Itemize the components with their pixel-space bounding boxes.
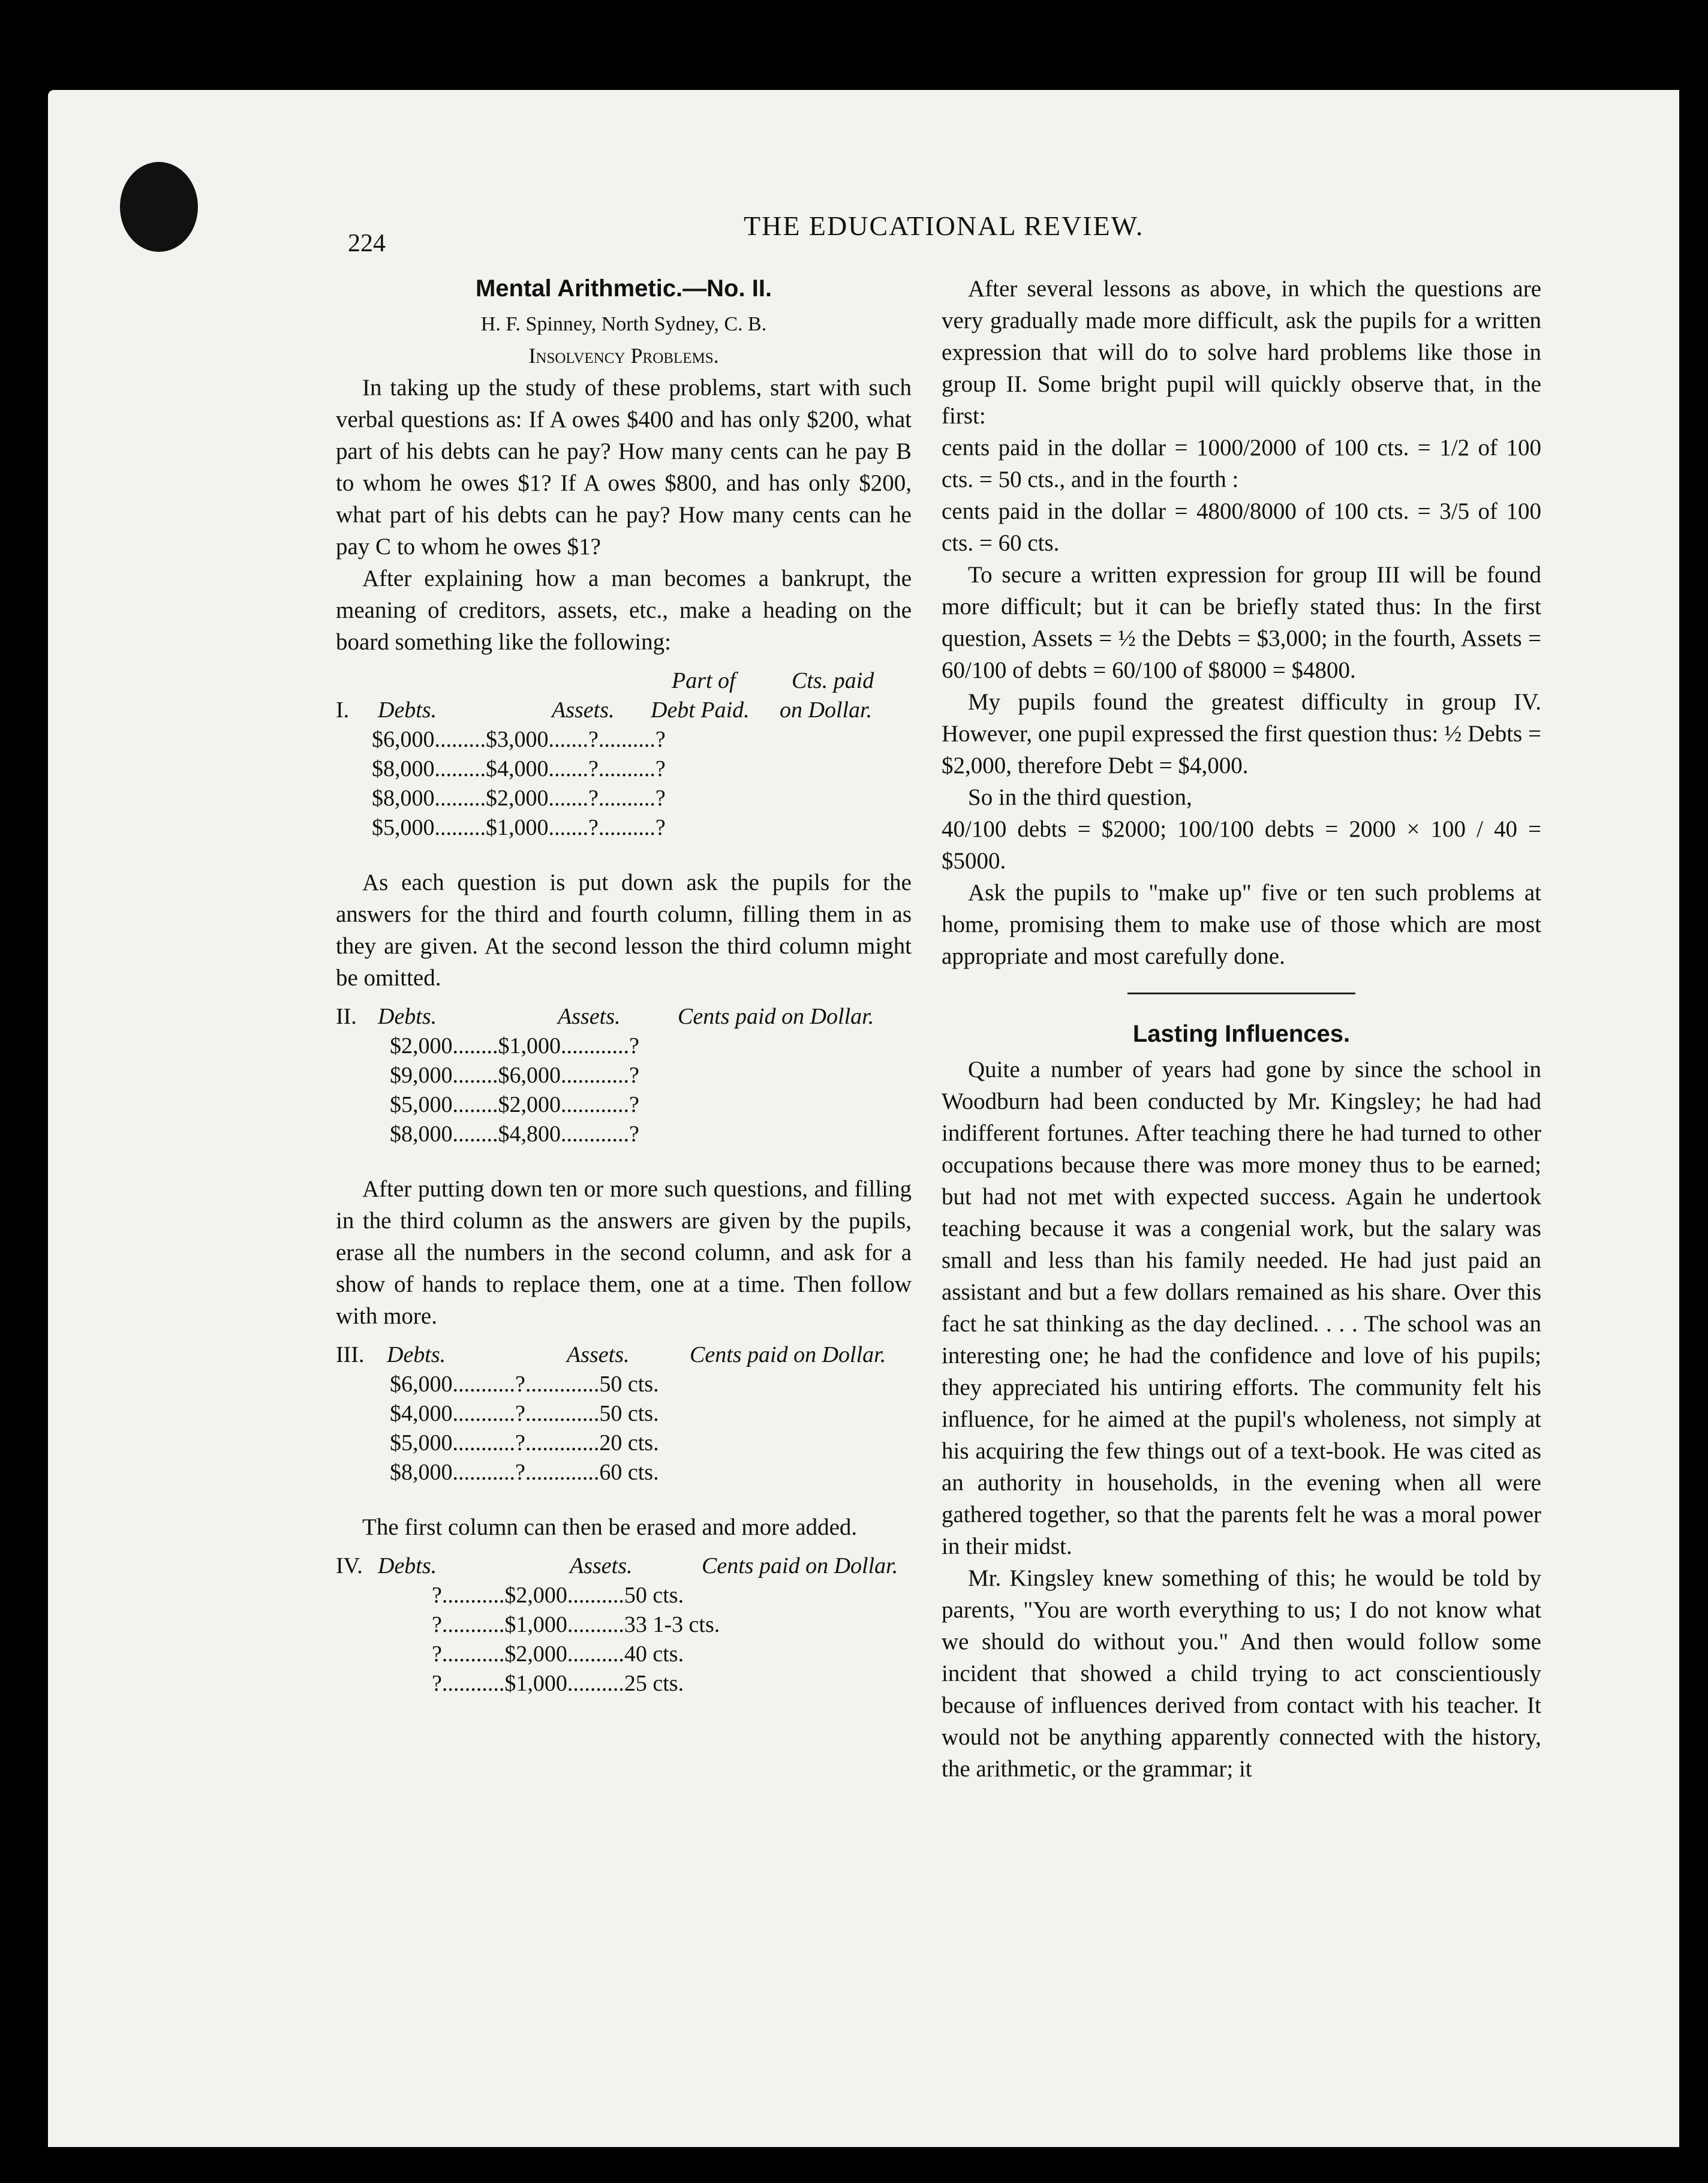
running-head: THE EDUCATIONAL REVIEW. — [744, 211, 1144, 241]
page-content — [336, 204, 1541, 2015]
paragraph: After putting down ten or more such questions, and filling in the third column as the answers are given by the pupils, erase all the numbers in the second column, and ask for a show of hands to replace them, one at a time. Then follow with more. — [336, 1176, 912, 1329]
article-byline: H. F. Spinney, North Sydney, C. B. — [480, 313, 767, 335]
table-row: $8,000.........$2,000.......?..........? — [372, 786, 666, 811]
paragraph: In taking up the study of these problems, start with such verbal questions as: If A owes $400 and has only $200, what part of his debts can he pay? How many cents can he pay B to whom he owes $1? If A owes $800, and has only $200, what part of his debts can he pay? How many cents can he pay C to whom he owes $1? — [336, 375, 912, 560]
article-title: Mental Arithmetic.—No. II. — [475, 275, 772, 302]
table-header — [336, 666, 912, 725]
column-header: Cents paid on Dollar. — [678, 1004, 874, 1029]
column-header: Cents paid on Dollar. — [702, 1553, 898, 1578]
table-row: $8,000...........?.............60 cts. — [390, 1460, 659, 1485]
table-header — [336, 1551, 912, 1581]
paragraph: My pupils found the greatest difficulty in group IV. However, one pupil expressed the first question thus: ½ Debts = $2,000, therefore Debt = $4,000. — [942, 689, 1541, 778]
group-numeral: IV. — [336, 1553, 363, 1578]
table-row: $2,000........$1,000............? — [390, 1033, 639, 1059]
table-row: $5,000...........?.............20 cts. — [390, 1430, 659, 1456]
left-column — [336, 273, 912, 1722]
table-row: $9,000........$6,000............? — [390, 1063, 639, 1088]
table-row: $8,000.........$4,000.......?..........? — [372, 756, 666, 781]
binding-shadow — [120, 162, 198, 252]
article-title: Lasting Influences. — [1132, 1021, 1351, 1047]
column-header: Assets. — [570, 1553, 633, 1578]
table-group-3 — [336, 1340, 912, 1487]
paragraph: After explaining how a man becomes a bankrupt, the meaning of creditors, assets, etc., make a heading on the board something like the following: — [336, 566, 912, 655]
table-group-1 — [336, 666, 912, 843]
right-column — [942, 273, 1541, 1785]
group-numeral: III. — [336, 1342, 365, 1367]
column-header: Debt Paid. — [651, 697, 750, 723]
equation: 40/100 debts = $2000; 100/100 debts = 2000 × 100 / 40 = $5000. — [942, 816, 1541, 874]
column-header: Debts. — [378, 697, 437, 723]
paragraph: Ask the pupils to "make up" five or ten such problems at home, promising them to make use of those which are most appropriate and most carefully done. — [942, 880, 1541, 969]
table-row: $6,000.........$3,000.......?..........? — [372, 727, 666, 752]
column-header: Debts. — [387, 1342, 446, 1367]
table-header — [336, 1002, 912, 1032]
table-row: ?...........$2,000..........50 cts. — [432, 1583, 684, 1608]
column-header: Debts. — [378, 1553, 437, 1578]
table-row: $5,000........$2,000............? — [390, 1092, 639, 1117]
column-header: Debts. — [378, 1004, 437, 1029]
paragraph: As each question is put down ask the pupils for the answers for the third and fourth column, filling them in as they are given. At the second lesson the third column might be omitted. — [336, 870, 912, 991]
article-subtitle: Insolvency Problems. — [528, 344, 719, 368]
column-header: Part of — [672, 668, 736, 693]
table-row: ?...........$1,000..........25 cts. — [432, 1671, 684, 1696]
column-header: Assets. — [567, 1342, 630, 1367]
column-header: on Dollar. — [780, 697, 873, 723]
table-header — [336, 1340, 912, 1370]
paragraph: After several lessons as above, in which the questions are very gradually made more difficult, ask the pupils for a written expression that will do to solve hard problems like those in group II. Some bright pupil will quickly observe that, in the first: — [942, 276, 1541, 429]
paragraph: So in the third question, — [968, 784, 1192, 810]
equation: cents paid in the dollar = 1000/2000 of 100 cts. = 1/2 of 100 cts. = 50 cts., and in the fourth : — [942, 435, 1541, 492]
group-numeral: I. — [336, 697, 350, 723]
table-row: ?...........$1,000..........33 1-3 cts. — [432, 1612, 720, 1637]
table-group-2 — [336, 1002, 912, 1149]
column-header: Cents paid on Dollar. — [690, 1342, 886, 1367]
page-number: 224 — [348, 230, 386, 257]
column-header: Assets. — [558, 1004, 621, 1029]
paragraph: Mr. Kingsley knew something of this; he would be told by parents, "You are worth everything to us; I do not know what we should do without you." And then would follow some incident that showed a child trying to act conscientiously because of influences derived from contact with his teacher. It would not be anything apparently connected with the history, the arithmetic, or the grammar; it — [942, 1565, 1541, 1782]
column-header: Cts. paid — [792, 668, 874, 693]
table-group-4 — [336, 1551, 912, 1698]
paragraph: Quite a number of years had gone by since the school in Woodburn had been conducted by Mr. Kingsley; he had had indifferent fortunes. After teaching there he had turned to other occupations because there was more money thus to be earned; but had not met with expected success. Again he undertook teaching because it was a congenial work, but the salary was small and less than his family needed. He had just paid an assistant and but a few dollars remained as his share. Over this fact he sat thinking as the day declined. . . . The school was an interesting one; he had the confidence and love of his pupils; they appreciated his untiring efforts. The community felt his influence, for he aimed at the pupil's wholeness, not simply at his acquiring the few things out of a text-book. He was cited as an authority in households, in the evening when all were gathered together, so that the parents felt he was a moral power in their midst. — [942, 1057, 1541, 1559]
table-row: ?...........$2,000..........40 cts. — [432, 1641, 684, 1667]
paragraph: To secure a written expression for group III will be found more difficult; but it can be briefly stated thus: In the first question, Assets = ½ the Debts = $3,000; in the fourth, Assets = 60/100 of debts = 60/100 of $8000 = $4800. — [942, 562, 1541, 683]
paragraph: The first column can then be erased and more added. — [362, 1514, 858, 1540]
section-divider — [1127, 993, 1355, 994]
table-row: $5,000.........$1,000.......?..........? — [372, 815, 666, 840]
table-row: $4,000...........?.............50 cts. — [390, 1401, 659, 1426]
table-row: $8,000........$4,800............? — [390, 1121, 639, 1147]
table-row: $6,000...........?.............50 cts. — [390, 1372, 659, 1397]
column-header: Assets. — [552, 697, 615, 723]
equation: cents paid in the dollar = 4800/8000 of 100 cts. = 3/5 of 100 cts. = 60 cts. — [942, 498, 1541, 556]
group-numeral: II. — [336, 1004, 357, 1029]
